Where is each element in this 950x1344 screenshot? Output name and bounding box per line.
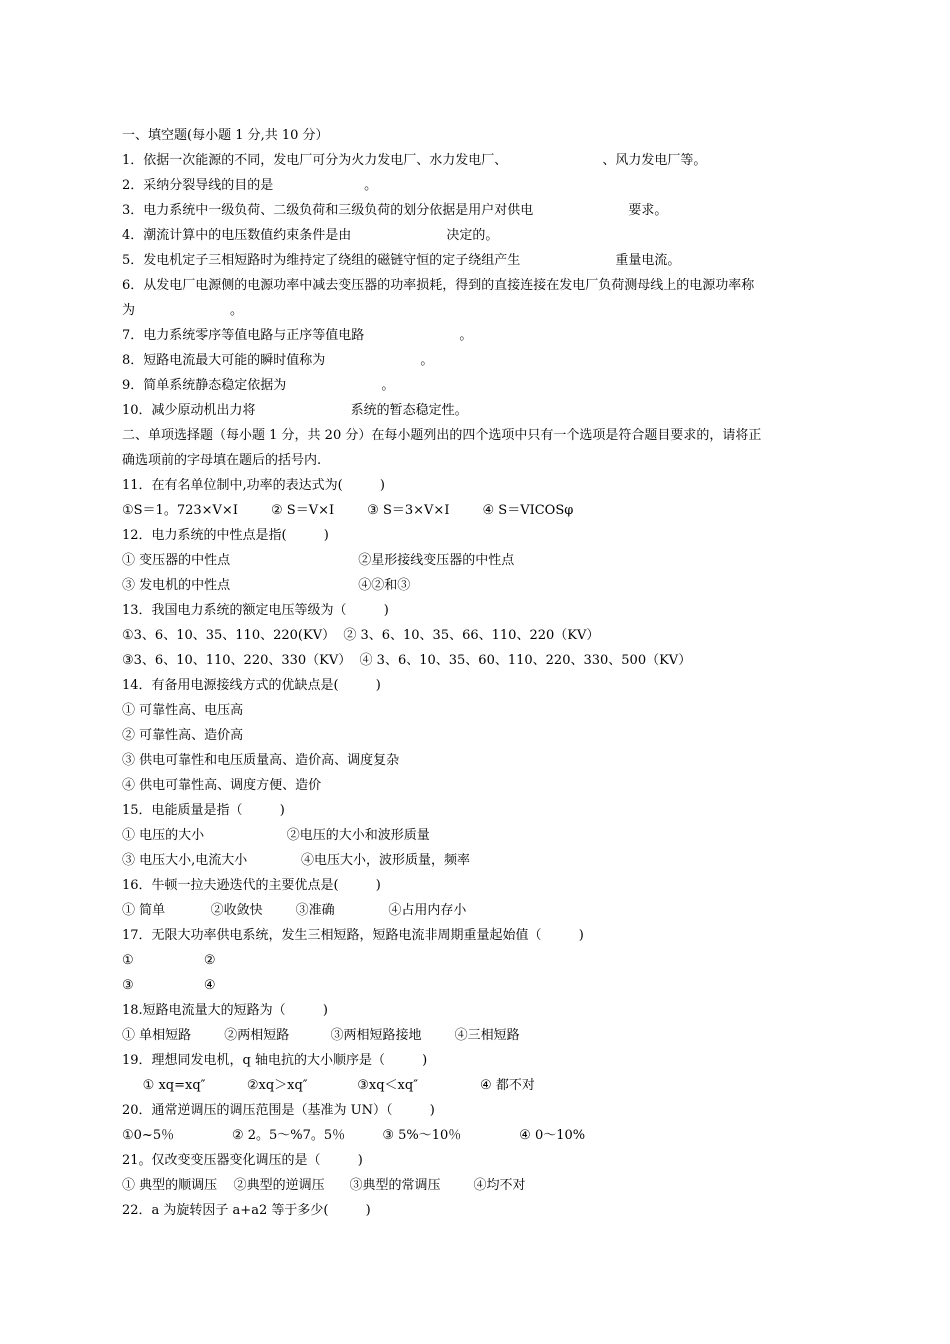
question-4: 4．潮流计算中的电压数值约束条件是由 决定的。 <box>122 228 499 243</box>
question-11-options: ①S＝1。723×V×I ② S＝V×I ③ S＝3×V×I ④ S＝VICOSφ <box>122 503 574 518</box>
question-20: 20．通常逆调压的调压范围是（基准为 UN）（ ) <box>122 1103 435 1118</box>
question-21-options: ① 典型的顺调压 ②典型的逆调压 ③典型的常调压 ④均不对 <box>122 1178 526 1193</box>
question-1: 1．依据一次能源的不同，发电厂可分为火力发电厂、水力发电厂、 、风力发电厂等。 <box>122 153 707 168</box>
question-12: 12．电力系统的中性点是指( ) <box>122 528 329 543</box>
question-2: 2．采纳分裂导线的目的是 。 <box>122 178 378 193</box>
question-7: 7．电力系统零序等值电路与正序等值电路 。 <box>122 328 473 343</box>
question-22: 22．a 为旋转因子 a+a2 等于多少( ) <box>122 1203 371 1218</box>
question-19-options: ① xq=xq″ ②xq＞xq″ ③xq＜xq″ ④ 都不对 <box>122 1078 535 1093</box>
question-5: 5．发电机定子三相短路时为维持定了绕组的磁链守恒的定子绕组产生 重量电流。 <box>122 253 681 268</box>
question-6: 6．从发电厂电源侧的电源功率中减去变压器的功率损耗，得到的直接连接在发电厂负荷测母线上的电源功率称 <box>122 278 755 293</box>
question-15-options-b: ③ 电压大小,电流大小 ④电压大小，波形质量，频率 <box>122 853 470 868</box>
question-19: 19．理想同发电机，q 轴电抗的大小顺序是（ ) <box>122 1053 428 1068</box>
section-instructions: 确选项前的字母填在题后的括号内. <box>122 453 322 468</box>
section-title-single-choice: 二、单项选择题（每小题 1 分，共 20 分）在每小题列出的四个选项中只有一个选项是符合题目要求的，请将正 <box>122 428 762 443</box>
question-13-options-a: ①3、6、10、35、110、220(KV） ② 3、6、10、35、66、110、220（KV） <box>122 628 600 643</box>
question-16: 16．牛顿一拉夫逊迭代的主要优点是( ) <box>122 878 381 893</box>
question-9: 9．简单系统静态稳定依据为 。 <box>122 378 395 393</box>
question-15: 15．电能质量是指（ ) <box>122 803 285 818</box>
question-3: 3．电力系统中一级负荷、二级负荷和三级负荷的划分依据是用户对供电 要求。 <box>122 203 668 218</box>
question-17-options-b: ③ ④ <box>122 978 216 993</box>
question-17-options-a: ① ② <box>122 953 216 968</box>
question-17: 17．无限大功率供电系统，发生三相短路，短路电流非周期重量起始值（ ) <box>122 928 584 943</box>
question-14-option-2: ② 可靠性高、造价高 <box>122 728 244 743</box>
question-14-option-3: ③ 供电可靠性和电压质量高、造价高、调度复杂 <box>122 753 400 768</box>
question-13: 13．我国电力系统的额定电压等级为（ ) <box>122 603 389 618</box>
question-6-continued: 为 。 <box>122 303 244 318</box>
question-13-options-b: ③3、6、10、110、220、330（KV） ④ 3、6、10、35、60、110、220、330、500（KV） <box>122 653 692 668</box>
question-10: 10．减少原动机出力将 系统的暂态稳定性。 <box>122 403 468 418</box>
section-title-fill-blank: 一、填空题(每小题 1 分,共 10 分） <box>122 128 329 143</box>
question-18-options: ① 单相短路 ②两相短路 ③两相短路接地 ④三相短路 <box>122 1028 520 1043</box>
question-15-options-a: ① 电压的大小 ②电压的大小和波形质量 <box>122 828 430 843</box>
question-12-options-a: ① 变压器的中性点 ②星形接线变压器的中性点 <box>122 553 515 568</box>
question-14-option-1: ① 可靠性高、电压高 <box>122 703 244 718</box>
question-11: 11．在有名单位制中,功率的表达式为( ) <box>122 478 386 493</box>
question-16-options: ① 简单 ②收敛快 ③准确 ④占用内存小 <box>122 903 467 918</box>
question-12-options-b: ③ 发电机的中性点 ④②和③ <box>122 578 411 593</box>
question-20-options: ①0~5％ ② 2。5～%7。5％ ③ 5%～10％ ④ 0～10% <box>122 1128 586 1143</box>
question-18: 18.短路电流量大的短路为（ ) <box>122 1003 328 1018</box>
question-14: 14．有备用电源接线方式的优缺点是( ) <box>122 678 381 693</box>
question-8: 8．短路电流最大可能的瞬时值称为 。 <box>122 353 434 368</box>
question-14-option-4: ④ 供电可靠性高、调度方便、造价 <box>122 778 322 793</box>
question-21: 21。仅改变变压器变化调压的是（ ) <box>122 1153 363 1168</box>
